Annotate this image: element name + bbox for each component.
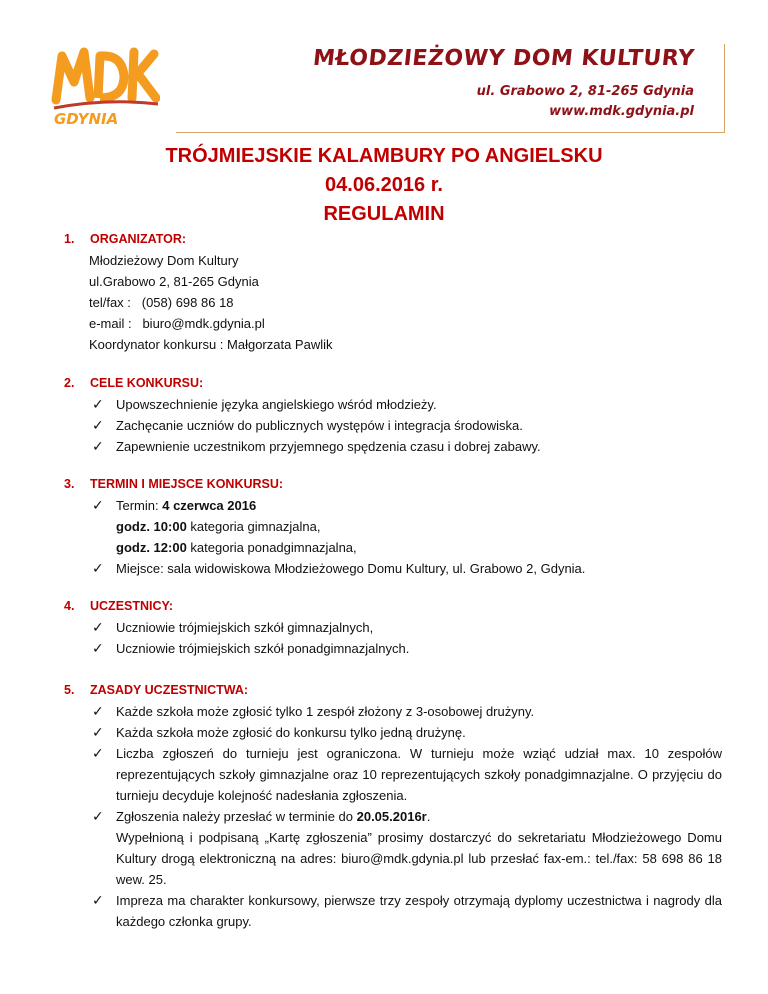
section-number: 1. [64,232,75,246]
list-item: ✓ Upowszechnienie języka angielskiego wśród młodzieży. [0,394,768,415]
section-number: 5. [64,683,75,697]
time-ponadgimnazjalna: godz. 12:00 kategoria ponadgimnazjalna, [116,540,357,555]
check-icon: ✓ [92,396,104,412]
check-icon: ✓ [92,703,104,719]
mdk-logo-gdynia: GDYNIA [54,110,119,128]
mdk-logo-swoosh [54,102,158,108]
deadline-date: 20.05.2016r [356,809,427,824]
section-rules [0,680,768,932]
list-item: ✓ Uczniowie trójmiejskich szkół ponadgimnazjalnych. [0,638,768,659]
list-item: ✓ Liczba zgłoszeń do turnieju jest ograniczona. W turnieju może wziąć udział max. 10 zespołów reprezentujących szkoły gimnazjalne oraz 10 reprezentujących szkoły ponadgimnazjalne. O przyjęciu do turnieju decyduje kolejność nadesłania zgłoszenia. [92,745,722,803]
list-item: ✓ Impreza ma charakter konkursowy, pierwsze trzy zespoły otrzymają dyplomy uczestnictwa i nagrody dla każdego członka grupy. [92,892,722,929]
application-instructions: Wypełnioną i podpisaną „Kartę zgłoszenia” prosimy dostarczyć do sekretariatu Młodzieżowego Domu Kultury drogą elektroniczną na adres: biuro@mdk.gdynia.pl lub przesłać fax-em.: tel./fax: 58 698 86 18 wew. 25. [116,830,722,887]
mdk-logo-letters [56,52,156,100]
check-icon: ✓ [92,619,104,635]
section-title: ORGANIZATOR: [90,232,187,246]
section-heading [64,229,768,250]
list-item-place: ✓ Miejsce: sala widowiskowa Młodzieżowego Domu Kultury, ul. Grabowo 2, Gdynia. [0,558,768,579]
section-title: TERMIN I MIEJSCE KONKURSU: [90,477,284,491]
check-icon: ✓ [92,724,104,740]
list-item-deadline: ✓ Zgłoszenia należy przesłać w terminie do 20.05.2016r. [0,806,768,827]
check-icon: ✓ [92,417,104,433]
mdk-logo [48,42,160,128]
document-title [0,143,768,227]
section-heading [64,596,768,617]
section-date-place [0,474,768,579]
section-participants [0,596,768,659]
header-box [176,44,725,133]
list-item-date: ✓ Termin: 4 czerwca 2016 [0,495,768,516]
list-item: ✓ Każde szkoła może zgłosić tylko 1 zespół złożony z 3-osobowej drużyny. [0,701,768,722]
section-title: CELE KONKURSU: [90,376,204,390]
list-item: ✓ Zapewnienie uczestnikom przyjemnego spędzenia czasu i dobrej zabawy. [0,436,768,457]
time-gimnazjalna: godz. 10:00 kategoria gimnazjalna, [116,519,321,534]
section-goals [0,373,768,457]
title-line-1: TRÓJMIEJSKIE KALAMBURY PO ANGIELSKU [165,145,603,167]
section-number: 2. [64,376,75,390]
org-name: MŁODZIEŻOWY DOM KULTURY [311,46,696,71]
check-icon: ✓ [92,640,104,656]
list-item: ✓ Każda szkoła może zgłosić do konkursu tylko jedną drużynę. [0,722,768,743]
check-icon: ✓ [92,560,104,576]
section-heading [64,474,768,495]
organizer-coordinator: Koordynator konkursu : Małgorzata Pawlik [89,337,333,352]
organizer-phone: tel/fax : (058) 698 86 18 [89,295,234,310]
list-item: ✓ Zachęcanie uczniów do publicznych występów i integracja środowiska. [0,415,768,436]
title-regulamin: REGULAMIN [323,203,445,225]
section-title: ZASADY UCZESTNICTWA: [90,683,249,697]
section-title: UCZESTNICY: [90,599,174,613]
check-icon: ✓ [92,892,104,908]
section-number: 4. [64,599,75,613]
section-heading [64,680,768,701]
check-icon: ✓ [92,497,104,513]
section-organizer [0,229,768,355]
check-icon: ✓ [92,808,104,824]
organizer-email: e-mail : biuro@mdk.gdynia.pl [89,316,265,331]
organizer-name: Młodzieżowy Dom Kultury [89,253,239,268]
org-address: ul. Grabowo 2, 81-265 Gdynia [476,84,694,99]
event-date: 4 czerwca 2016 [162,498,257,513]
list-item: ✓ Uczniowie trójmiejskich szkół gimnazjalnych, [0,617,768,638]
section-heading [64,373,768,394]
check-icon: ✓ [92,745,104,761]
section-number: 3. [64,477,75,491]
org-website: www.mdk.gdynia.pl [549,104,694,119]
organizer-address: ul.Grabowo 2, 81-265 Gdynia [89,274,259,289]
title-date: 04.06.2016 r. [325,174,443,196]
check-icon: ✓ [92,438,104,454]
